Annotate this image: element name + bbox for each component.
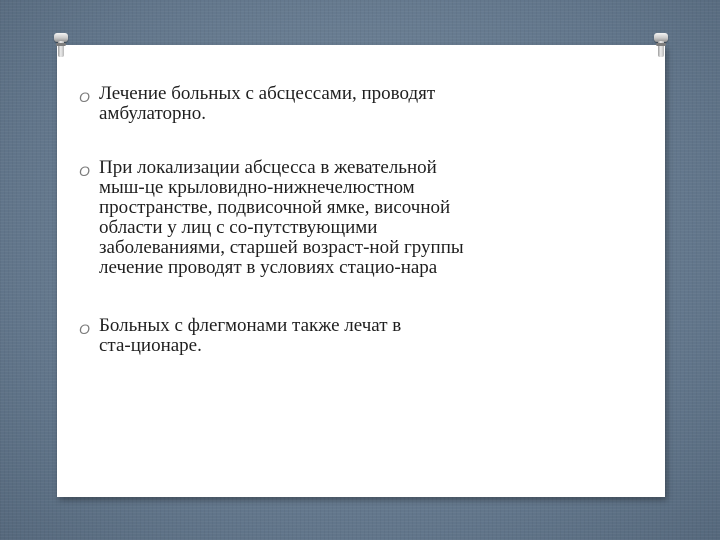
bullet-text: При локализации абсцесса в жевательной мыш-це крыловидно-нижнечелюстном пространстве, подвисочной ямке, височной области у лиц с со-путствующими заболеваниями, старшей возраст-ной группы лечение проводят в условиях стацио-нара xyxy=(99,157,464,278)
bullet-marker: O xyxy=(79,89,90,105)
bullet-marker: O xyxy=(79,163,90,179)
bullet-text: Лечение больных с абсцессами, проводят амбулаторно. xyxy=(99,83,436,124)
bullet-marker: O xyxy=(79,321,90,337)
bullet-text: Больных с флегмонами также лечат в ста-ционаре. xyxy=(99,315,402,356)
